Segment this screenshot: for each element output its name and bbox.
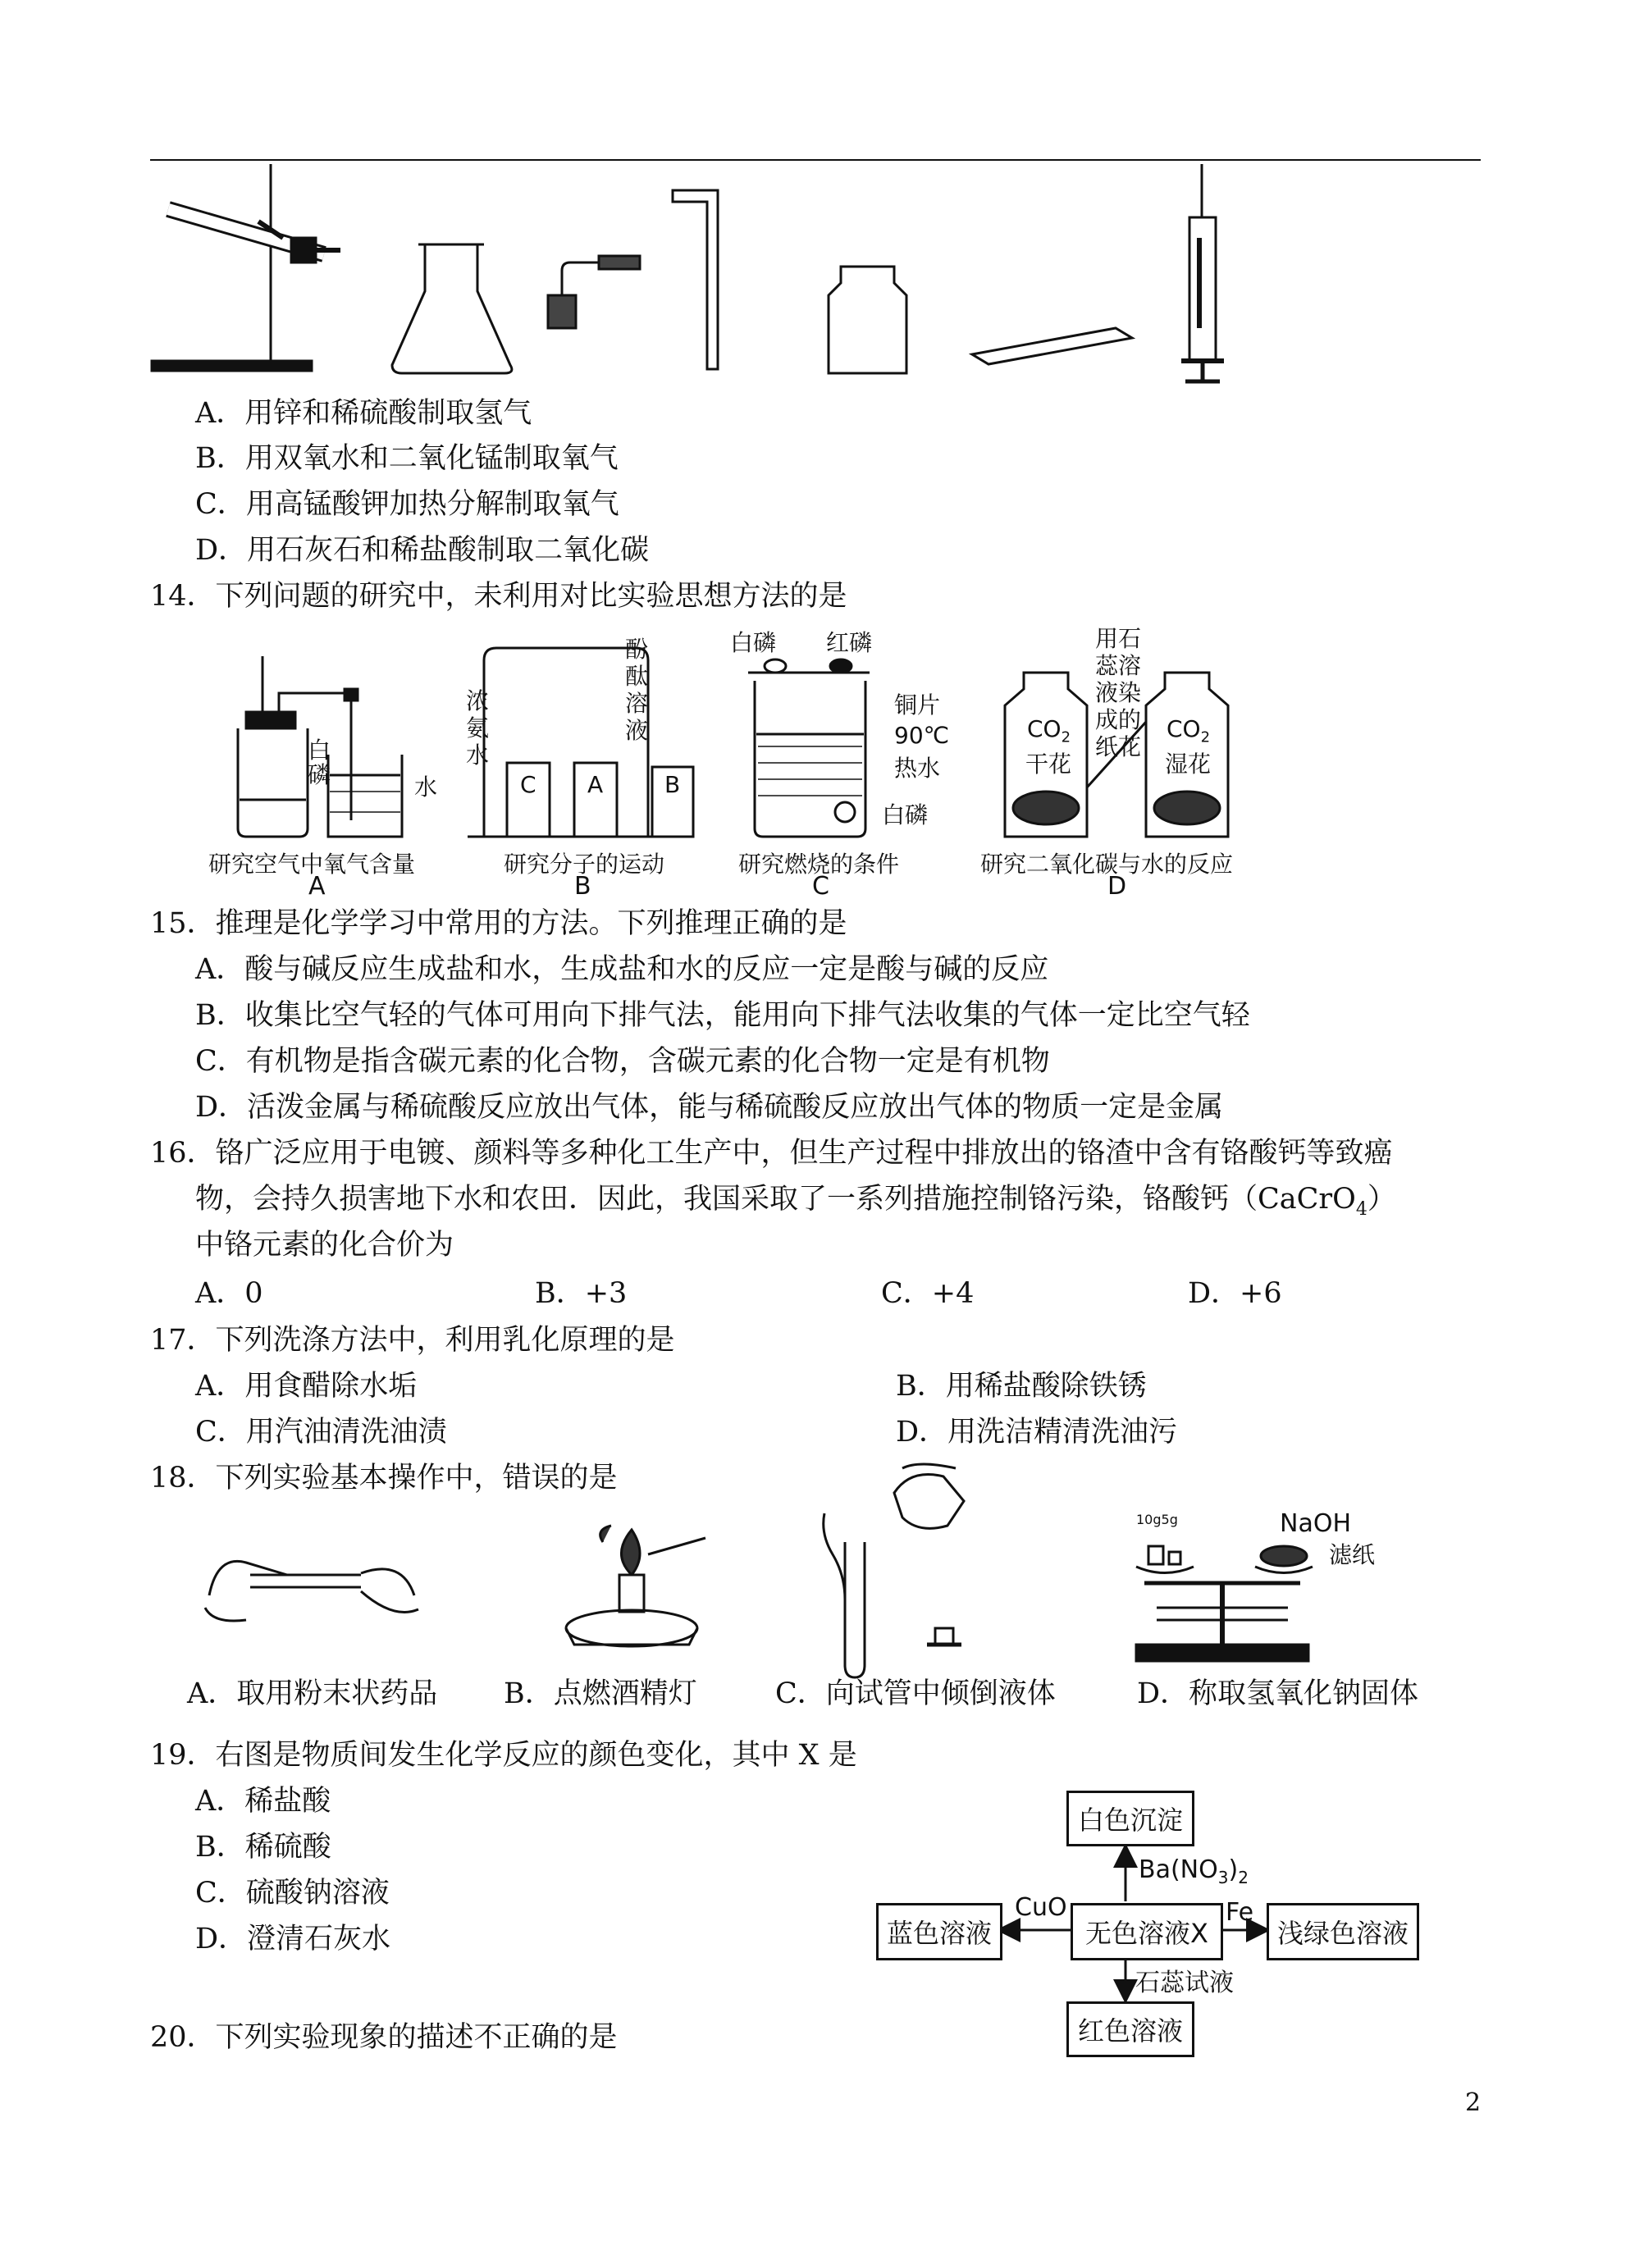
q14-d-co2-right: $CO_2$ [1167, 715, 1211, 746]
q14-a-water-label: 水 [414, 773, 438, 801]
q13-option-c: C．用高锰酸钾加热分解制取氧气 [195, 488, 619, 521]
q16-line-2: 物，会持久损害地下水和农田．因此，我国采取了一系列措施控制铬污染，铬酸钙（CaCrO$_4$） [195, 1183, 1396, 1220]
q16-line-1: 16．铬广泛应用于电镀、颜料等多种化工生产中，但生产过程中排放出的铬渣中含有铬酸钙等致癌 [150, 1137, 1393, 1170]
q14-c-white-p2-label: 白磷 [882, 801, 929, 828]
q16-option-d: D．+6 [1188, 1277, 1282, 1310]
q14-c-red-p-label: 红磷 [826, 629, 873, 656]
q19-reagent-top: $Ba(NO_3)_2$ [1139, 1855, 1249, 1887]
q17-option-a: A．用食醋除水垢 [195, 1370, 418, 1403]
q19-reagent-right: Fe [1226, 1898, 1254, 1927]
q14-b-beaker-c: C [520, 771, 536, 798]
q14-b-beaker-a: A [587, 771, 604, 798]
q14-d-dry-label: 干花 [1025, 751, 1072, 778]
q14-c-caption: 研究燃烧的条件 [738, 851, 900, 878]
q19-option-b: B．稀硫酸 [195, 1831, 331, 1864]
q15-option-a: A．酸与碱反应生成盐和水，生成盐和水的反应一定是酸与碱的反应 [195, 953, 1049, 986]
q16-option-b: B．+3 [535, 1277, 628, 1310]
q19-box-right: 浅绿色溶液 [1267, 1903, 1419, 1960]
q19-reagent-left: CuO [1015, 1893, 1067, 1922]
q19-box-center: 无色溶液X [1071, 1903, 1223, 1960]
q19-option-d: D．澄清石灰水 [195, 1923, 391, 1955]
q14-c-hot-water-label: 热水 [894, 755, 941, 782]
q13-option-b: B．用双氧水和二氧化锰制取氧气 [195, 442, 619, 475]
q19-stem: 19．右图是物质间发生化学反应的颜色变化，其中 X 是 [150, 1739, 857, 1772]
q19-option-a: A．稀盐酸 [195, 1785, 331, 1818]
q14-d-caption: 研究二氧化碳与水的反应 [980, 851, 1234, 878]
q14-stem: 14．下列问题的研究中，未利用对比实验思想方法的是 [150, 580, 847, 613]
q14-c-letter: C [812, 872, 829, 901]
q18-option-b: B．点燃酒精灯 [504, 1677, 697, 1710]
q18-option-d: D．称取氢氧化钠固体 [1137, 1677, 1419, 1710]
q14-d-wet-label: 湿花 [1165, 751, 1212, 778]
q14-b-caption: 研究分子的运动 [504, 851, 665, 878]
q18-stem: 18．下列实验基本操作中，错误的是 [150, 1462, 618, 1495]
q19-reagent-bottom: 石蕊试液 [1135, 1969, 1234, 1997]
q18-d-weights-label: 10g5g [1136, 1512, 1178, 1527]
q18-d-paper-label: 滤纸 [1329, 1541, 1376, 1568]
q14-d-flower-label: 用石蕊溶液染成的纸花 [1095, 625, 1142, 760]
q14-c-temp-label: 90℃ [894, 722, 950, 749]
q19-box-left: 蓝色溶液 [876, 1903, 1002, 1960]
q16-option-c: C．+4 [881, 1277, 975, 1310]
q14-c-copper-label: 铜片 [894, 691, 941, 719]
q20-stem: 20．下列实验现象的描述不正确的是 [150, 2021, 618, 2054]
q15-option-b: B．收集比空气轻的气体可用向下排气法，能用向下排气法收集的气体一定比空气轻 [195, 999, 1250, 1032]
q18-option-c: C．向试管中倾倒液体 [775, 1677, 1056, 1710]
q14-a-white-p-label: 白磷 [308, 737, 331, 788]
q14-d-co2-left: $CO_2$ [1027, 715, 1071, 746]
q17-option-c: C．用汽油清洗油渍 [195, 1416, 447, 1449]
q16-line-3: 中铬元素的化合价为 [195, 1229, 454, 1262]
q15-option-c: C．有机物是指含碳元素的化合物，含碳元素的化合物一定是有机物 [195, 1045, 1050, 1078]
q13-option-d: D．用石灰石和稀盐酸制取二氧化碳 [195, 534, 650, 567]
q18-option-a: A．取用粉末状药品 [187, 1677, 438, 1710]
q14-a-letter: A [308, 872, 326, 901]
q14-c-white-p-label: 白磷 [730, 629, 777, 656]
q14-b-beaker-b: B [664, 771, 681, 798]
q17-option-d: D．用洗洁精清洗油污 [896, 1416, 1178, 1449]
q19-box-bottom: 红色溶液 [1066, 2001, 1194, 2057]
q14-b-letter: B [574, 872, 591, 901]
q14-b-phenol-label: 酚酞溶液 [625, 636, 649, 744]
q17-option-b: B．用稀盐酸除铁锈 [896, 1370, 1147, 1403]
q17-stem: 17．下列洗涤方法中，利用乳化原理的是 [150, 1324, 675, 1357]
q19-box-top: 白色沉淀 [1066, 1791, 1194, 1846]
q14-b-ammonia-label: 浓氨水 [466, 687, 490, 769]
q15-stem: 15．推理是化学学习中常用的方法。下列推理正确的是 [150, 907, 847, 940]
q15-option-d: D．活泼金属与稀硫酸反应放出气体，能与稀硫酸反应放出气体的物质一定是金属 [195, 1091, 1224, 1124]
page-number: 2 [1465, 2088, 1482, 2117]
q14-a-caption: 研究空气中氧气含量 [208, 851, 416, 878]
q18-d-naoh-label: NaOH [1280, 1509, 1351, 1538]
q16-option-a: A．0 [195, 1277, 263, 1310]
q14-d-letter: D [1107, 872, 1127, 901]
q13-option-a: A．用锌和稀硫酸制取氢气 [195, 397, 532, 430]
q19-option-c: C．硫酸钠溶液 [195, 1877, 390, 1910]
